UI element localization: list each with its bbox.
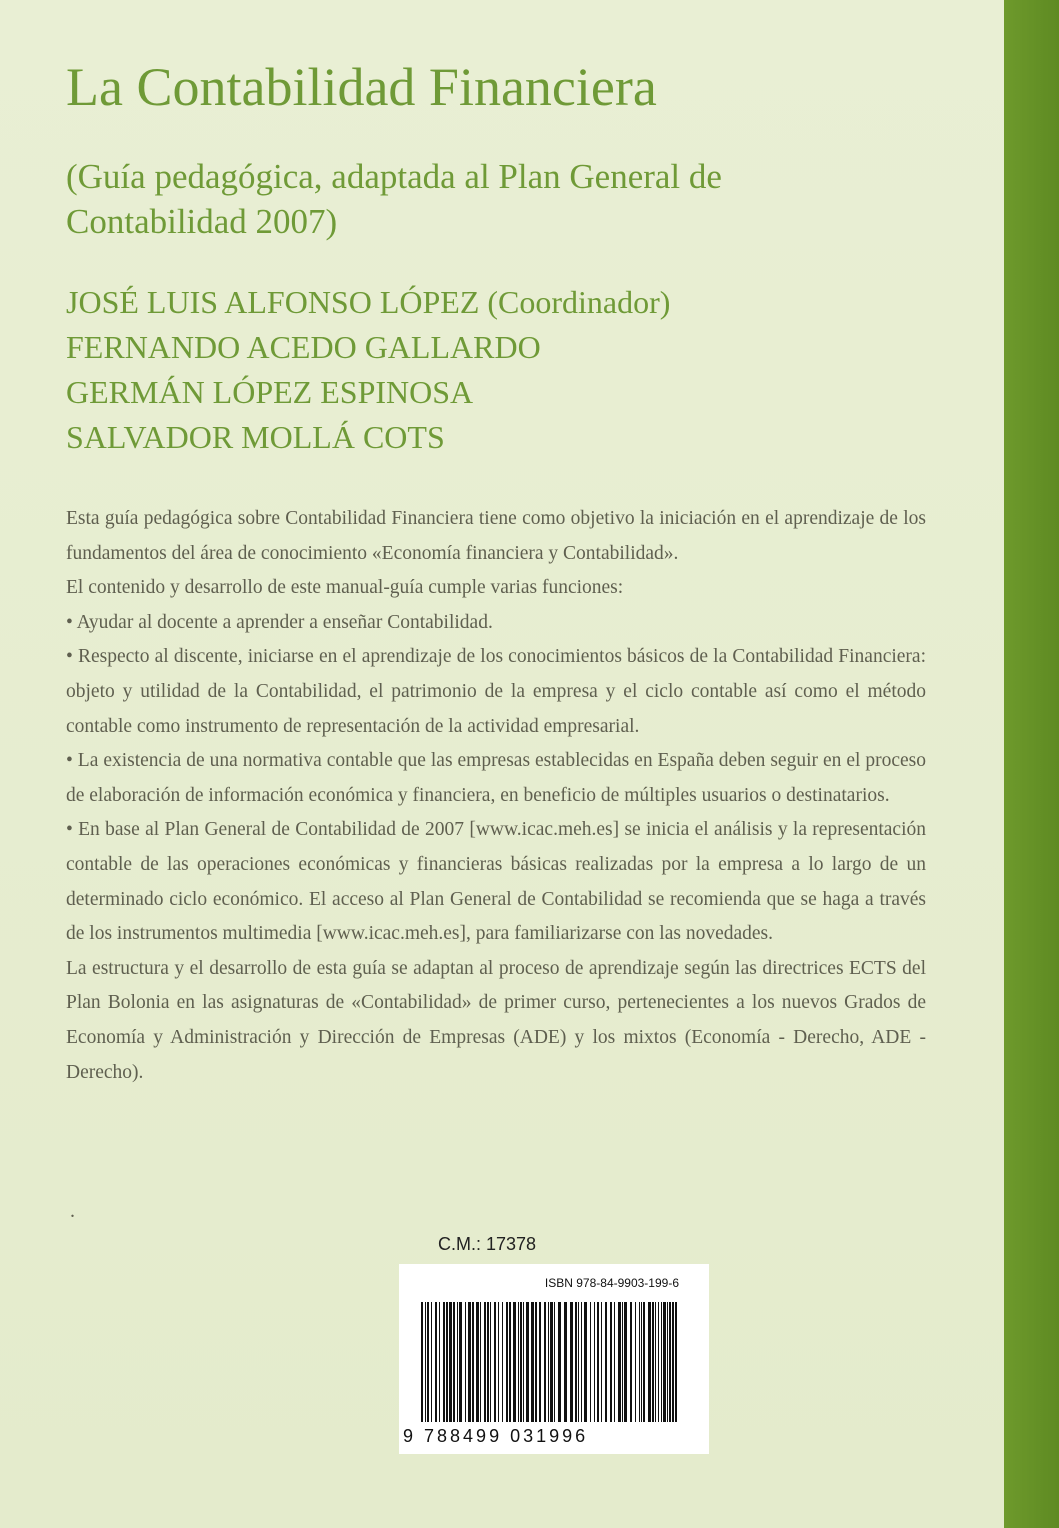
barcode-bar xyxy=(610,1302,612,1422)
barcode-bar xyxy=(564,1302,567,1422)
barcode-digits: 9 788499 031996 xyxy=(403,1426,589,1446)
barcode-bar xyxy=(618,1302,621,1422)
barcode-bar xyxy=(597,1302,599,1422)
barcode-bar xyxy=(601,1302,602,1422)
barcode-bar xyxy=(443,1302,445,1422)
barcode-bar xyxy=(490,1302,491,1422)
barcode-bar xyxy=(635,1302,636,1422)
barcode-bar xyxy=(663,1302,666,1422)
barcode-bar xyxy=(480,1302,481,1422)
barcode-bar xyxy=(526,1302,529,1422)
blurb-paragraph: El contenido y desarrollo de este manual-guía cumple varias funciones: xyxy=(66,577,624,599)
barcode-bar xyxy=(669,1302,671,1422)
book-subtitle: (Guía pedagógica, adaptada al Plan General de Contabilidad 2007) xyxy=(66,157,722,241)
barcode-bar xyxy=(476,1302,479,1422)
trailing-dot: . xyxy=(70,1200,75,1222)
isbn-barcode xyxy=(399,1264,709,1454)
barcode-bar xyxy=(675,1302,677,1422)
blurb-bullet: • La existencia de una normativa contable que las empresas establecidas en España deben seguir en el proceso de elaboración de información económica y financiera, en beneficio de múltiples usuarios o destinatarios. xyxy=(66,750,926,806)
barcode-bar xyxy=(446,1302,448,1422)
cm-code: C.M.: 17378 xyxy=(438,1234,537,1254)
barcode-bar xyxy=(641,1302,642,1422)
barcode-bar xyxy=(622,1302,623,1422)
barcode-bar xyxy=(624,1302,627,1422)
barcode-bar xyxy=(614,1302,615,1422)
barcode-bar xyxy=(513,1302,516,1422)
barcode-bar xyxy=(648,1302,651,1422)
barcode-bar xyxy=(494,1302,496,1422)
author-name: GERMÁN LÓPEZ ESPINOSA xyxy=(66,374,474,410)
blurb-paragraph: Esta guía pedagógica sobre Contabilidad Financiera tiene como objetivo la iniciación en el aprendizaje de los fundamentos del área de conocimiento «Economía financiera y Contabilidad». xyxy=(66,508,926,564)
barcode-bar xyxy=(502,1302,503,1422)
author-name: FERNANDO ACEDO GALLARDO xyxy=(66,329,541,365)
barcode-bar xyxy=(539,1302,541,1422)
barcode-bar xyxy=(639,1302,640,1422)
barcode-bar xyxy=(672,1302,674,1422)
barcode-bar xyxy=(523,1302,524,1422)
barcode-bar xyxy=(550,1302,553,1422)
barcode-bar xyxy=(655,1302,656,1422)
barcode-bar xyxy=(667,1302,668,1422)
spine-band xyxy=(1004,0,1059,1528)
barcode-bar xyxy=(457,1302,458,1422)
barcode-bar xyxy=(630,1302,632,1422)
barcode-bar xyxy=(449,1302,452,1422)
blurb-bullet: • Ayudar al docente a aprender a enseñar Contabilidad. xyxy=(66,611,493,633)
blurb-bullet: • En base al Plan General de Contabilidad de 2007 [www.icac.meh.es] se inicia el análisis y la representación contable de las operaciones económicas y financieras básicas realizadas por la empresa a lo largo de un determinado ciclo económico. El acceso al Plan General de Contabilidad se recomienda que se haga a través de los instrumentos multimedia [www.icac.meh.es], para familiarizarse con las novedades. xyxy=(66,819,926,945)
barcode-bar xyxy=(535,1302,537,1422)
barcode-bar xyxy=(498,1302,499,1422)
author-name: SALVADOR MOLLÁ COTS xyxy=(66,419,445,455)
barcode-bar xyxy=(487,1302,489,1422)
barcode-bar xyxy=(581,1302,582,1422)
barcode-bar xyxy=(421,1302,423,1422)
barcode-bar xyxy=(652,1302,654,1422)
blurb xyxy=(66,502,926,1090)
barcode-bar xyxy=(590,1302,591,1422)
barcode-bar xyxy=(465,1302,466,1422)
book-title: La Contabilidad Financiera xyxy=(66,57,657,117)
barcode-bar xyxy=(509,1302,511,1422)
barcode-bar xyxy=(531,1302,534,1422)
barcode-bar xyxy=(584,1302,587,1422)
barcode-bar xyxy=(468,1302,471,1422)
barcode-bar xyxy=(578,1302,579,1422)
barcode-bar xyxy=(570,1302,573,1422)
author-list xyxy=(66,280,670,460)
barcode-bar xyxy=(594,1302,595,1422)
barcode-bar xyxy=(544,1302,546,1422)
barcode-bar xyxy=(658,1302,659,1422)
barcode-bar xyxy=(558,1302,561,1422)
barcode-bar xyxy=(427,1302,429,1422)
barcode-bar xyxy=(459,1302,462,1422)
barcode-bar xyxy=(439,1302,440,1422)
barcode-bar xyxy=(520,1302,522,1422)
barcode-bar xyxy=(605,1302,607,1422)
barcode-bars xyxy=(421,1302,683,1422)
barcode-bar xyxy=(453,1302,455,1422)
author-name: JOSÉ LUIS ALFONSO LÓPEZ (Coordinador) xyxy=(66,284,671,320)
barcode-bar xyxy=(518,1302,519,1422)
barcode-bar xyxy=(484,1302,486,1422)
barcode-bar xyxy=(554,1302,555,1422)
barcode-bar xyxy=(435,1302,437,1422)
blurb-paragraph: La estructura y el desarrollo de esta guía se adaptan al proceso de aprendizaje según las directrices ECTS del Plan Bolonia en las asignaturas de «Contabilidad» de primer curso, pertenecientes a los nuevos Grados de Economía y Administración y Dirección de Empresas (ADE) y los mixtos (Economía - Derecho, ADE - Derecho). xyxy=(66,957,926,1083)
barcode-bar xyxy=(643,1302,645,1422)
barcode-bar xyxy=(575,1302,577,1422)
isbn-label: ISBN 978-84-9903-199-6 xyxy=(544,1276,679,1290)
barcode-bar xyxy=(431,1302,432,1422)
barcode-bar xyxy=(425,1302,426,1422)
barcode-bar xyxy=(472,1302,474,1422)
barcode-bar xyxy=(661,1302,662,1422)
barcode-bar xyxy=(506,1302,508,1422)
blurb-bullet: • Respecto al discente, iniciarse en el aprendizaje de los conocimientos básicos de la Contabilidad Financiera: objeto y utilidad de la Contabilidad, el patrimonio de la empresa y el ciclo contable así como el método contable como instrumento de representación de la actividad empresarial. xyxy=(66,646,926,737)
barcode-bar xyxy=(548,1302,549,1422)
